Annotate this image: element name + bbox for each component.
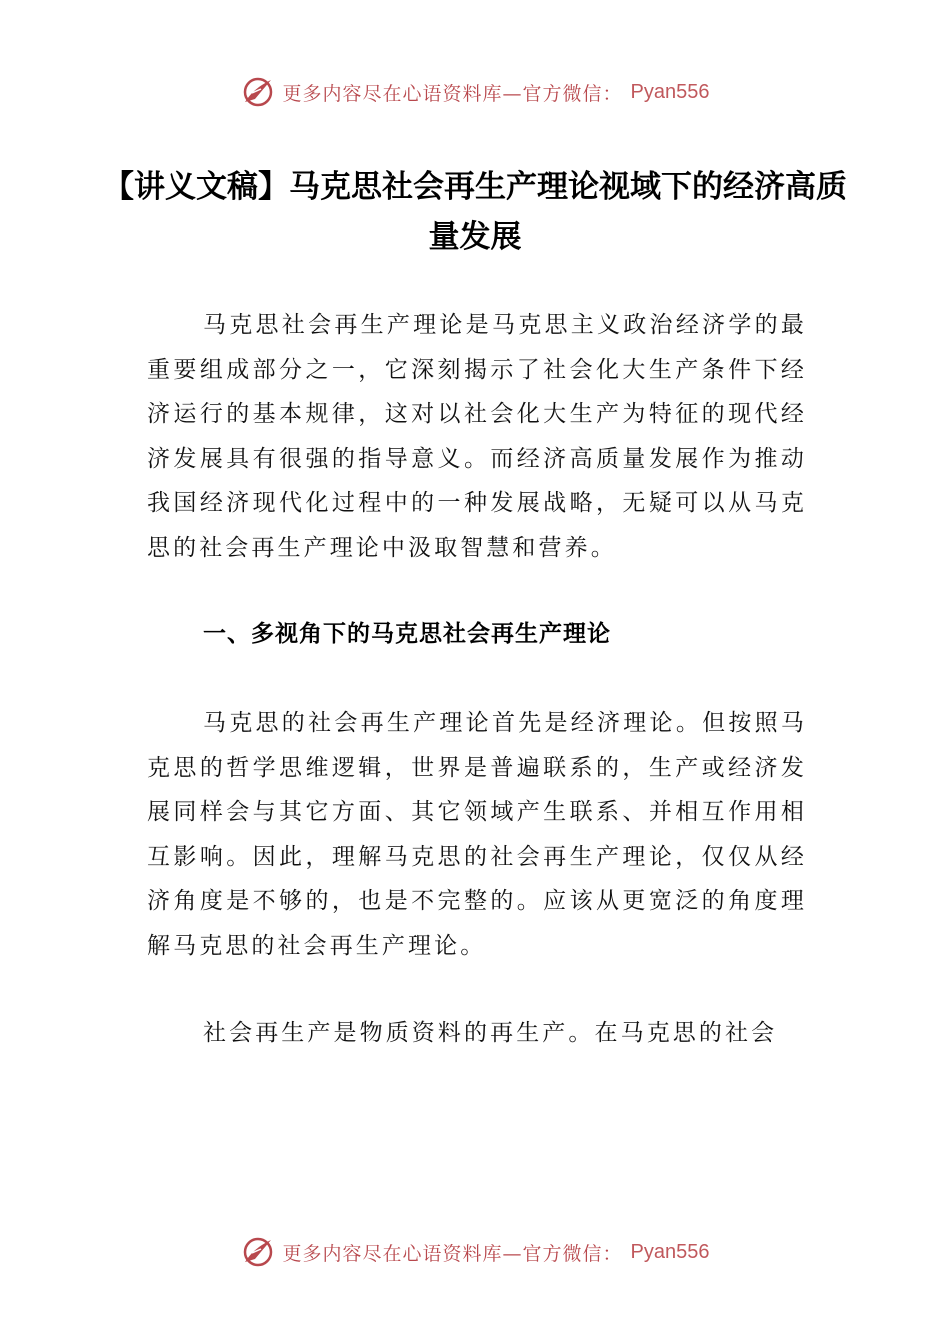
banner-wechat-id: Pyan556 [630,1240,710,1263]
header-watermark-banner [0,70,950,114]
banner-text: 更多内容尽在心语资料库—官方微信： [282,82,623,105]
paragraph-section-2: 社会再生产是物质资料的再生产。在马克思的社会 [203,1020,778,1046]
footer-watermark-banner [0,1230,950,1274]
banner-wechat-id: Pyan556 [630,80,710,103]
paragraph-intro: 马克思社会再生产理论是马克思主义政治经济学的最重要组成部分之一，它深刻揭示了社会化大生产条件下经济运行的基本规律，这对以社会化大生产为特征的现代经济发展具有很强的指导意义。而经济高质量发展作为推动我国经济现代化过程中的一种发展战略，无疑可以从马克思的社会再生产理论中汲取智慧和营养。 [147,312,807,561]
banner-text: 更多内容尽在心语资料库—官方微信： [282,1242,623,1265]
document-title: 【讲义文稿】马克思社会再生产理论视域下的经济高质量发展 [103,169,847,255]
brand-logo-icon [241,1235,275,1269]
brand-logo-icon [241,75,275,109]
section-heading: 一、多视角下的马克思社会再生产理论 [203,621,611,647]
paragraph-section-1: 马克思的社会再生产理论首先是经济理论。但按照马克思的哲学思维逻辑，世界是普遍联系的，生产或经济发展同样会与其它方面、其它领域产生联系、并相互作用相互影响。因此，理解马克思的社会再生产理论，仅仅从经济角度是不够的，也是不完整的。应该从更宽泛的角度理解马克思的社会再生产理论。 [147,710,807,959]
